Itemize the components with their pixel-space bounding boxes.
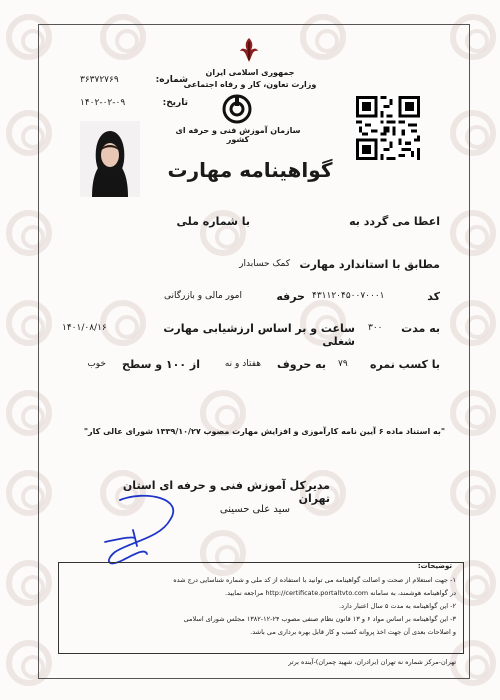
person-photo-icon [80,121,140,197]
score-words-value: هفتاد و نه [224,359,261,369]
standard-value: کمک حسابدار [239,259,290,269]
qr-code [356,96,420,160]
note-line-5: و اصلاحات بعدی آن جهت اخذ پروانه کسب و کار قابل بهره برداری می باشد. [250,628,456,636]
scale-text: از ۱۰۰ و سطح [121,358,200,371]
note-line-4: ۳- این گواهینامه بر اساس مواد ۶ و ۱۳ قانون نظام صنفی مصوب ۲۴-۱۲-۱۳۸۲ مجلس شورای اسلامی [183,615,456,623]
tvto-logo-icon [222,94,252,124]
duration-value: ۳۰۰ [368,323,383,333]
notes-heading: توضیحات: [417,562,452,570]
number-value: ۳۶۳۷۲۷۶۹ [80,75,119,85]
note-line-1: ۱- جهت استعلام از صحت و اصالت گواهینامه می توانید با استفاده از کد ملی و شماره شناسایی درج شده [173,576,456,584]
profession-label: حرفه [276,290,305,303]
note-line-2: در گواهینامه هوشمند، به سامانه http://certificate.portaltvto.com مراجعه نمایید. [225,589,456,597]
certificate-title: گواهینامه مهارت [167,158,333,182]
national-id-label: با شماره ملی [176,215,250,228]
standard-label: مطابق با استاندارد مهارت [299,258,440,271]
holder-photo [80,121,140,197]
hours-text: ساعت و بر اساس ارزشیابی مهارت شغلی [163,322,355,348]
evaluation-date: ۱۴۰۱/۰۸/۱۶ [62,323,107,333]
code-value: ۴۳۱۱۲۰۴۵۰۰۷۰۰۰۱ [312,291,385,301]
awarded-label: اعطا می گردد به [349,215,440,228]
header-ministry: وزارت تعاون، کار و رفاه اجتماعی [183,80,317,89]
signatory-name: سید علی حسینی [219,504,290,515]
score-value: ۷۹ [338,359,348,369]
duration-label: به مدت [401,322,440,335]
header-organization: سازمان آموزش فنی و حرفه ای کشور [175,126,301,144]
score-words-label: به حروف [276,358,326,371]
signature [75,490,195,570]
iran-emblem-icon [236,36,262,64]
date-label: تاریخ: [162,98,188,108]
number-label: شماره: [155,75,188,85]
date-value: ۱۴۰۲-۰۲-۰۹ [80,98,126,108]
profession-value: امور مالی و بازرگانی [163,291,242,301]
legal-reference: "به استناد ماده ۶ آیین نامه کارآموزی و افزایش مهارت مصوب ۱۳۳۹/۱۰/۲۷ شورای عالی کار" [83,427,445,436]
level-value: خوب [87,359,106,369]
note-line-3: ۲- این گواهینامه به مدت ۵ سال اعتبار دارد. [339,602,456,610]
score-label: با کسب نمره [370,358,440,371]
footer-institute: تهران-مرکز شماره نه تهران (برادران، شهید چمران)-آینده برتر [288,658,456,666]
header-country: جمهوری اسلامی ایران [205,68,295,77]
code-label: کد [427,290,440,303]
signatory-title: مدیرکل آموزش فنی و حرفه ای استان تهران [122,479,330,505]
